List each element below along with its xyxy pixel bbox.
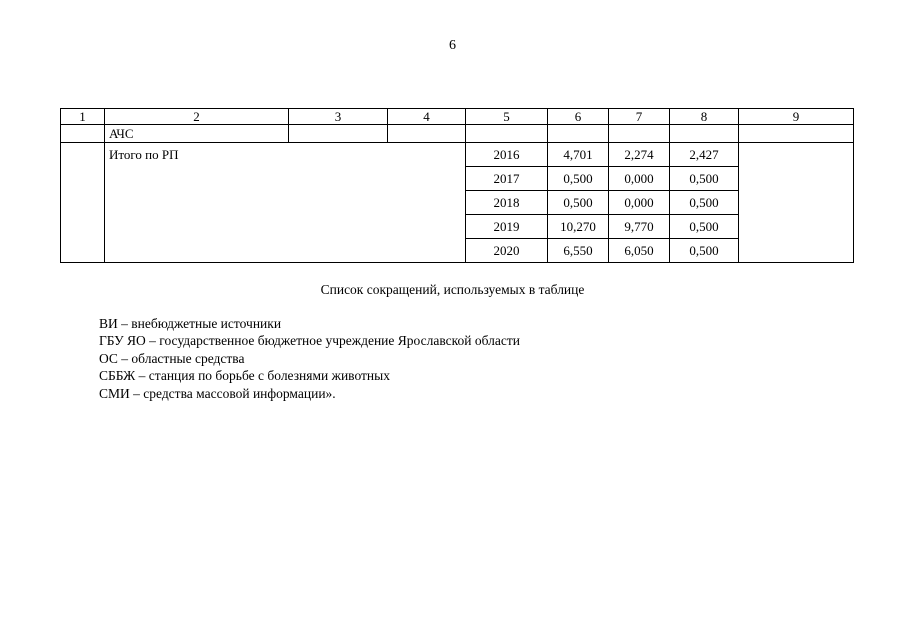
value-cell: 0,000 bbox=[609, 191, 670, 215]
year-cell: 2017 bbox=[466, 167, 548, 191]
header-cell: 5 bbox=[466, 109, 548, 125]
value-cell: 0,500 bbox=[670, 215, 739, 239]
value-cell: 4,701 bbox=[548, 143, 609, 167]
total-label: Итого по РП bbox=[105, 143, 466, 263]
header-cell: 3 bbox=[289, 109, 388, 125]
value-cell: 0,500 bbox=[670, 239, 739, 263]
year-cell: 2019 bbox=[466, 215, 548, 239]
value-cell: 9,770 bbox=[609, 215, 670, 239]
table-cell bbox=[609, 125, 670, 143]
table-header-row bbox=[61, 109, 854, 125]
value-cell: 0,000 bbox=[609, 167, 670, 191]
budget-table bbox=[60, 108, 854, 263]
table-row bbox=[61, 125, 854, 143]
value-cell: 10,270 bbox=[548, 215, 609, 239]
abbreviation-item: ГБУ ЯО – государственное бюджетное учреждение Ярославской области bbox=[99, 333, 520, 349]
year-cell: 2016 bbox=[466, 143, 548, 167]
header-cell: 7 bbox=[609, 109, 670, 125]
year-cell: 2020 bbox=[466, 239, 548, 263]
header-cell: 1 bbox=[61, 109, 105, 125]
table-cell bbox=[61, 125, 105, 143]
header-cell: 4 bbox=[388, 109, 466, 125]
value-cell: 2,274 bbox=[609, 143, 670, 167]
abbreviation-item: ОС – областные средства bbox=[99, 350, 245, 366]
value-cell: 0,500 bbox=[670, 167, 739, 191]
value-cell: 0,500 bbox=[548, 167, 609, 191]
year-cell: 2018 bbox=[466, 191, 548, 215]
header-cell: 9 bbox=[739, 109, 854, 125]
abbreviation-item: ВИ – внебюджетные источники bbox=[99, 316, 282, 331]
abbreviation-item: СМИ – средства массовой информации». bbox=[99, 385, 336, 401]
table-cell bbox=[548, 125, 609, 143]
header-cell: 2 bbox=[105, 109, 289, 125]
value-cell: 6,550 bbox=[548, 239, 609, 263]
abbreviation-item: СББЖ – станция по борьбе с болезнями животных bbox=[99, 368, 390, 384]
acs-label: АЧС bbox=[105, 125, 289, 143]
abbreviations-list bbox=[99, 315, 520, 402]
table-cell bbox=[739, 125, 854, 143]
value-cell: 0,500 bbox=[548, 191, 609, 215]
table-cell bbox=[670, 125, 739, 143]
header-cell: 6 bbox=[548, 109, 609, 125]
abbreviations-caption: Список сокращений, используемых в таблице bbox=[320, 282, 585, 297]
value-cell: 6,050 bbox=[609, 239, 670, 263]
table-cell bbox=[466, 125, 548, 143]
table-cell bbox=[289, 125, 388, 143]
table-cell bbox=[61, 143, 105, 263]
table-row bbox=[61, 143, 854, 167]
table-cell bbox=[739, 143, 854, 263]
header-cell: 8 bbox=[670, 109, 739, 125]
table-cell bbox=[388, 125, 466, 143]
page-number: 6 bbox=[449, 38, 456, 53]
value-cell: 0,500 bbox=[670, 191, 739, 215]
value-cell: 2,427 bbox=[670, 143, 739, 167]
